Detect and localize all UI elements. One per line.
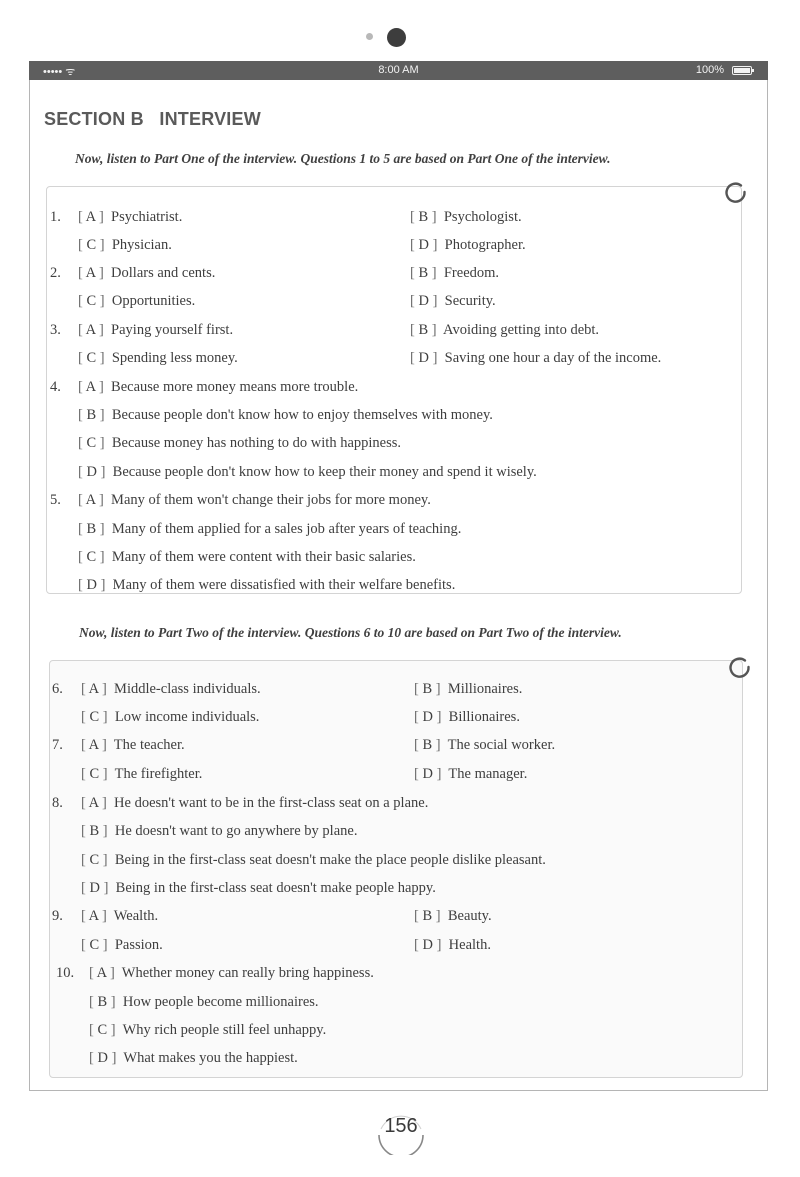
bracket: ] — [428, 350, 445, 366]
answer-option-b[interactable] — [414, 907, 492, 925]
answer-option-a[interactable] — [89, 964, 374, 982]
option-text: Because more money means more trouble. — [111, 379, 359, 395]
option-text: Because money has nothing to do with happiness. — [111, 435, 402, 451]
option-text: Spending less money. — [111, 350, 238, 366]
option-text: Security. — [444, 293, 496, 309]
option-letter: D — [418, 350, 429, 366]
option-letter: A — [88, 737, 99, 753]
question-number: 9. — [52, 908, 63, 924]
bracket: ] — [98, 908, 114, 924]
option-letter: C — [89, 937, 100, 953]
section-title: SECTION B INTERVIEW — [44, 109, 261, 129]
bracket: ] — [107, 994, 123, 1010]
option-letter: D — [422, 937, 433, 953]
option-text: Beauty. — [447, 908, 492, 924]
status-bar — [29, 61, 768, 80]
option-text: Many of them were dissatisfied with their welfare benefits. — [112, 577, 456, 593]
answer-option-b[interactable] — [410, 321, 599, 339]
bracket: [ — [410, 265, 419, 281]
answer-option-d[interactable] — [414, 936, 491, 954]
option-letter: C — [89, 852, 100, 868]
option-letter: D — [89, 880, 100, 896]
bracket: ] — [98, 795, 115, 811]
bracket: ] — [428, 237, 445, 253]
option-letter: B — [86, 407, 97, 423]
option-letter: B — [422, 737, 433, 753]
option-text: Millionaires. — [447, 681, 523, 697]
bracket: ] — [98, 737, 114, 753]
option-text: Many of them were content with their basic salaries. — [111, 549, 416, 565]
option-text: Being in the first-class seat doesn't make the place people dislike pleasant. — [114, 852, 546, 868]
answer-option-c[interactable] — [78, 548, 416, 566]
bracket: [ — [81, 737, 89, 753]
bracket: [ — [89, 994, 98, 1010]
bracket: [ — [81, 709, 90, 725]
option-text: Avoiding getting into debt. — [443, 322, 600, 338]
bracket: ] — [432, 937, 449, 953]
option-text: Because people don't know how to enjoy themselves with money. — [111, 407, 493, 423]
bracket: ] — [432, 681, 448, 697]
answer-option-c[interactable] — [81, 851, 546, 869]
bracket: [ — [78, 350, 87, 366]
bracket: [ — [89, 965, 97, 981]
bracket: ] — [432, 908, 448, 924]
option-text: Photographer. — [444, 237, 526, 253]
bracket: [ — [78, 492, 86, 508]
option-text: Saving one hour a day of the income. — [444, 350, 662, 366]
option-letter: D — [86, 577, 97, 593]
option-letter: C — [89, 766, 100, 782]
bracket: ] — [428, 322, 444, 338]
bracket: [ — [414, 766, 423, 782]
answer-option-d[interactable] — [78, 463, 537, 481]
bracket: ] — [96, 435, 112, 451]
option-text: Low income individuals. — [114, 709, 260, 725]
bracket: [ — [78, 265, 86, 281]
part-two-instruction: Now, listen to Part Two of the interview. Questions 6 to 10 are based on Part Two of the interview. — [79, 625, 622, 640]
option-text: Passion. — [114, 937, 163, 953]
option-letter: A — [96, 965, 107, 981]
bracket: ] — [99, 823, 115, 839]
bracket: [ — [89, 1050, 98, 1066]
answer-option-c[interactable] — [78, 434, 401, 452]
bracket: [ — [78, 549, 87, 565]
answer-option-c[interactable] — [78, 236, 172, 254]
option-text: Many of them won't change their jobs for more money. — [111, 492, 431, 508]
answer-option-b[interactable] — [78, 406, 493, 424]
answer-option-a[interactable] — [78, 264, 215, 282]
bracket: ] — [107, 1022, 123, 1038]
answer-option-a[interactable] — [81, 680, 261, 698]
bracket: [ — [81, 880, 90, 896]
option-letter: D — [86, 464, 97, 480]
option-letter: A — [88, 795, 99, 811]
option-letter: C — [86, 293, 97, 309]
bracket: [ — [410, 322, 419, 338]
bracket: ] — [96, 293, 112, 309]
part-one-instruction: Now, listen to Part One of the interview. Questions 1 to 5 are based on Part One of the interview. — [75, 151, 611, 166]
bracket: [ — [78, 435, 87, 451]
answer-option-c[interactable] — [81, 936, 163, 954]
answer-option-a[interactable] — [78, 208, 182, 226]
bracket: [ — [414, 737, 423, 753]
option-text: Middle-class individuals. — [114, 681, 261, 697]
option-letter: A — [88, 681, 99, 697]
bracket: [ — [410, 350, 419, 366]
answer-option-b[interactable] — [89, 993, 319, 1011]
option-text: Why rich people still feel unhappy. — [122, 1022, 327, 1038]
bracket: [ — [78, 209, 86, 225]
option-text: Dollars and cents. — [111, 265, 216, 281]
option-text: Whether money can really bring happiness. — [121, 965, 374, 981]
bracket: [ — [410, 293, 419, 309]
bracket: ] — [428, 265, 444, 281]
option-text: Wealth. — [113, 908, 159, 924]
bracket: ] — [99, 880, 116, 896]
refresh-icon[interactable] — [726, 655, 752, 681]
option-letter: B — [418, 265, 429, 281]
option-letter: B — [422, 908, 433, 924]
bracket: ] — [95, 265, 112, 281]
answer-option-d[interactable] — [410, 292, 496, 310]
option-letter: C — [86, 549, 97, 565]
answer-option-c[interactable] — [78, 292, 195, 310]
answer-option-c[interactable] — [89, 1021, 326, 1039]
option-text: Psychologist. — [443, 209, 522, 225]
bracket: [ — [78, 464, 87, 480]
option-text: Being in the first-class seat doesn't make people happy. — [115, 880, 436, 896]
bracket: [ — [81, 823, 90, 839]
bracket: [ — [81, 908, 89, 924]
answer-option-a[interactable] — [78, 378, 358, 396]
answer-option-b[interactable] — [410, 208, 522, 226]
question-number: 5. — [50, 492, 61, 508]
device-camera — [0, 26, 800, 48]
bracket: [ — [78, 293, 87, 309]
answer-option-b[interactable] — [78, 520, 461, 538]
bracket: [ — [414, 908, 423, 924]
sensor-dot — [366, 33, 373, 40]
bracket: ] — [98, 681, 115, 697]
bracket: ] — [96, 464, 113, 480]
bracket: ] — [96, 521, 112, 537]
option-text: Physician. — [111, 237, 172, 253]
bracket: ] — [428, 209, 444, 225]
bracket: ] — [96, 407, 112, 423]
question-number: 1. — [50, 209, 61, 225]
question-number: 2. — [50, 265, 61, 281]
status-time: 8:00 AM — [378, 64, 419, 76]
option-letter: B — [418, 209, 429, 225]
answer-option-d[interactable] — [410, 236, 526, 254]
answer-option-a[interactable] — [81, 736, 185, 754]
answer-option-a[interactable] — [78, 491, 431, 509]
bracket: ] — [95, 492, 112, 508]
option-letter: C — [86, 350, 97, 366]
answer-option-d[interactable] — [414, 765, 527, 783]
bracket: [ — [81, 937, 90, 953]
option-letter: A — [85, 492, 96, 508]
option-letter: C — [86, 435, 97, 451]
bracket: ] — [432, 766, 449, 782]
answer-option-d[interactable] — [81, 879, 436, 897]
option-letter: A — [85, 209, 96, 225]
option-text: Freedom. — [443, 265, 500, 281]
bracket: ] — [106, 965, 122, 981]
bracket: ] — [96, 237, 112, 253]
bracket: ] — [107, 1050, 124, 1066]
bracket: ] — [99, 852, 115, 868]
option-text: Psychiatrist. — [111, 209, 183, 225]
bracket: [ — [81, 795, 89, 811]
bracket: [ — [410, 237, 419, 253]
bracket: [ — [78, 407, 87, 423]
option-text: Billionaires. — [448, 709, 520, 725]
option-text: The firefighter. — [114, 766, 203, 782]
option-text: What makes you the happiest. — [123, 1050, 298, 1066]
answer-option-a[interactable] — [81, 794, 428, 812]
option-letter: A — [88, 908, 99, 924]
bracket: [ — [78, 521, 87, 537]
option-letter: B — [86, 521, 97, 537]
bracket: ] — [432, 709, 449, 725]
option-letter: B — [422, 681, 433, 697]
bracket: [ — [81, 681, 89, 697]
answer-option-c[interactable] — [81, 708, 259, 726]
option-letter: D — [418, 237, 429, 253]
option-text: The social worker. — [447, 737, 556, 753]
answer-option-d[interactable] — [89, 1049, 298, 1067]
answer-option-b[interactable] — [414, 736, 555, 754]
bracket: ] — [95, 209, 112, 225]
bracket: ] — [99, 709, 115, 725]
page-number-badge — [373, 1105, 429, 1155]
option-letter: A — [85, 322, 96, 338]
bracket: ] — [99, 937, 115, 953]
bracket: [ — [414, 681, 423, 697]
bracket: ] — [95, 322, 112, 338]
bracket: [ — [78, 577, 87, 593]
answer-option-b[interactable] — [410, 264, 499, 282]
question-number: 6. — [52, 681, 63, 697]
option-letter: D — [422, 766, 433, 782]
question-number: 4. — [50, 379, 61, 395]
bracket: ] — [96, 350, 112, 366]
question-number: 8. — [52, 795, 63, 811]
option-letter: D — [418, 293, 429, 309]
bracket: ] — [99, 766, 115, 782]
camera-lens — [387, 28, 406, 47]
option-letter: C — [86, 237, 97, 253]
answer-option-c[interactable] — [81, 765, 202, 783]
answer-option-b[interactable] — [414, 680, 522, 698]
bracket: ] — [95, 379, 112, 395]
answer-option-a[interactable] — [78, 321, 233, 339]
answer-option-a[interactable] — [81, 907, 158, 925]
answer-option-d[interactable] — [414, 708, 520, 726]
bracket: [ — [78, 322, 86, 338]
question-number: 7. — [52, 737, 63, 753]
option-text: Because people don't know how to keep their money and spend it wisely. — [112, 464, 537, 480]
option-text: Opportunities. — [111, 293, 196, 309]
bracket: [ — [81, 852, 90, 868]
option-text: The teacher. — [113, 737, 185, 753]
bracket: ] — [428, 293, 445, 309]
answer-option-c[interactable] — [78, 349, 238, 367]
answer-option-d[interactable] — [410, 349, 661, 367]
answer-option-d[interactable] — [78, 576, 455, 594]
option-text: How people become millionaires. — [122, 994, 319, 1010]
option-letter: D — [422, 709, 433, 725]
bracket: [ — [78, 237, 87, 253]
option-letter: C — [97, 1022, 108, 1038]
option-letter: B — [89, 823, 100, 839]
option-letter: B — [97, 994, 108, 1010]
battery-icon — [732, 66, 752, 75]
option-text: Many of them applied for a sales job after years of teaching. — [111, 521, 462, 537]
bracket: ] — [432, 737, 448, 753]
bracket: ] — [96, 549, 112, 565]
signal-wifi-indicator: ••••• ᯤ — [43, 66, 76, 78]
bracket: [ — [414, 937, 423, 953]
bracket: [ — [410, 209, 419, 225]
option-letter: A — [85, 379, 96, 395]
bracket: [ — [89, 1022, 98, 1038]
option-text: Health. — [448, 937, 491, 953]
option-text: He doesn't want to be in the first-class seat on a plane. — [114, 795, 429, 811]
option-text: The manager. — [448, 766, 528, 782]
option-letter: C — [89, 709, 100, 725]
bracket: [ — [78, 379, 86, 395]
question-number: 3. — [50, 322, 61, 338]
option-text: Paying yourself first. — [111, 322, 234, 338]
bracket: [ — [81, 766, 90, 782]
question-number: 10. — [56, 965, 75, 981]
answer-option-b[interactable] — [81, 822, 357, 840]
refresh-icon[interactable] — [722, 180, 748, 206]
option-letter: B — [418, 322, 429, 338]
battery-percentage: 100% — [695, 64, 724, 76]
bracket: ] — [96, 577, 113, 593]
option-text: He doesn't want to go anywhere by plane. — [114, 823, 358, 839]
option-letter: A — [85, 265, 96, 281]
bracket: [ — [414, 709, 423, 725]
page-number: 156 — [384, 1115, 418, 1137]
option-letter: D — [97, 1050, 108, 1066]
